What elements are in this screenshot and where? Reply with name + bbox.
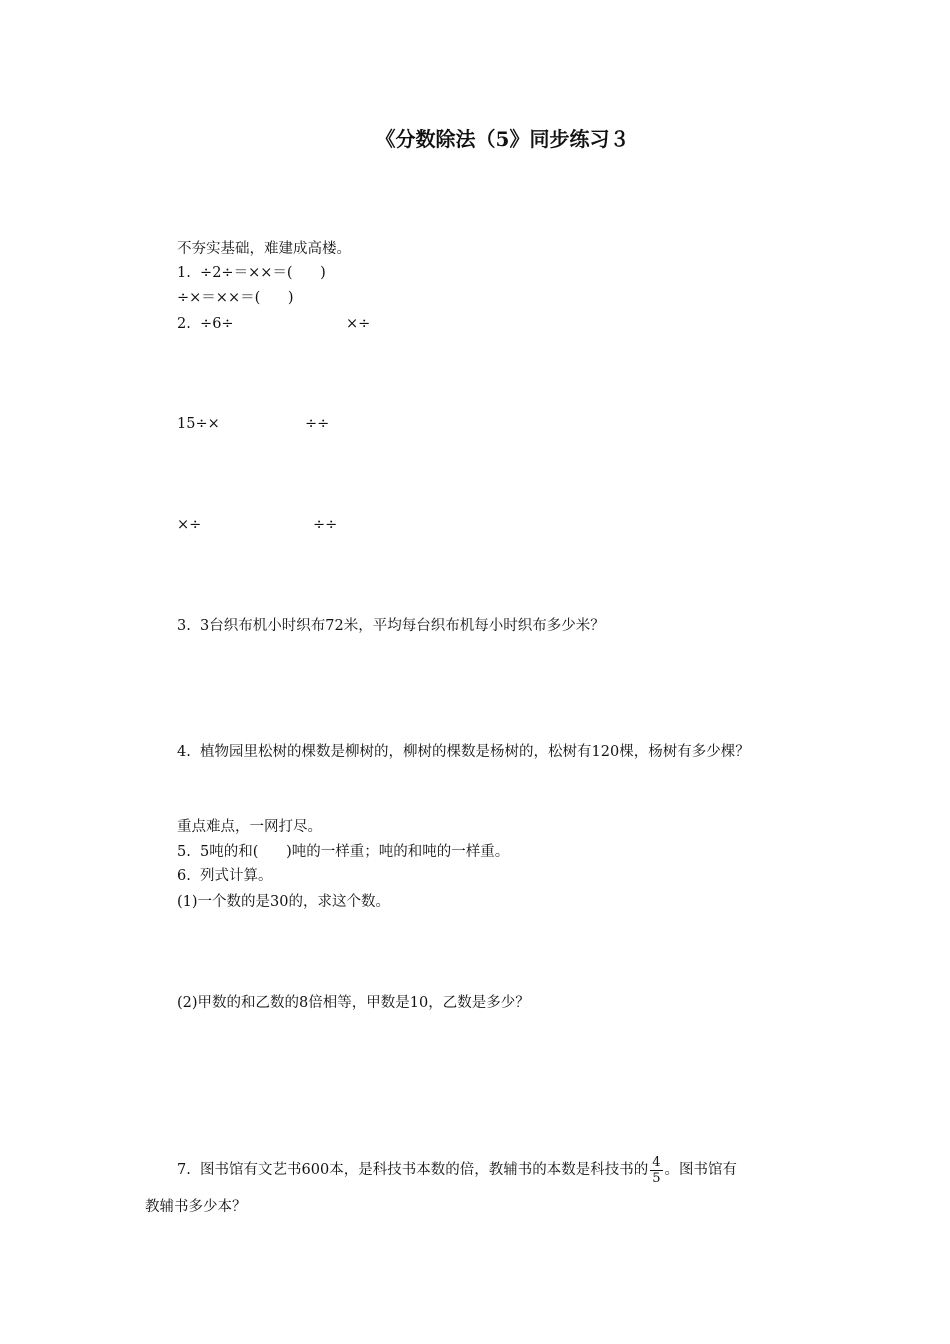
question-2-item-1: 2. ÷6÷ (177, 316, 234, 332)
question-6-label: 6. 列式计算。 (177, 868, 273, 884)
question-5: 5. 5吨的和( )吨的一样重；吨的和吨的一样重。 (177, 844, 510, 860)
fraction-four-fifths (650, 1155, 662, 1186)
question-7-line-2: 教辅书多少本？ (145, 1199, 247, 1215)
page-title: 《分数除法（5》同步练习３ (375, 127, 630, 151)
question-1-line-1: 1. ÷2÷＝××＝( ) (177, 265, 326, 281)
question-7-text: 7. 图书馆有文艺书600本，是科技书本数的倍，教辅书的本数是科技书的 (177, 1162, 649, 1178)
fraction-numerator: 4 (652, 1154, 661, 1170)
fraction-denominator: 5 (652, 1170, 661, 1186)
section-heading-key-points: 重点难点，一网打尽。 (177, 819, 322, 835)
question-2-item-6: ÷÷ (313, 517, 338, 533)
question-6-part-1: (1)一个数的是30的，求这个数。 (177, 894, 390, 910)
question-1-line-2: ÷×＝××＝( ) (177, 290, 294, 306)
section-heading-basics: 不夯实基础，难建成高楼。 (177, 241, 351, 257)
question-2-item-5: ×÷ (177, 517, 202, 533)
question-6-part-2: (2)甲数的和乙数的8倍相等，甲数是10，乙数是多少？ (177, 995, 530, 1011)
question-7-line-1 (177, 1153, 737, 1187)
question-3: 3. 3台织布机小时织布72米，平均每台织布机每小时织布多少米？ (177, 618, 605, 634)
question-7-text-end: 。图书馆有 (664, 1162, 738, 1178)
question-2-item-4: ÷÷ (305, 416, 330, 432)
question-2-item-2: ×÷ (346, 316, 371, 332)
question-4: 4. 植物园里松树的棵数是柳树的，柳树的棵数是杨树的，松树有120棵，杨树有多少棵？ (177, 744, 750, 760)
question-2-item-3: 15÷× (177, 416, 220, 432)
